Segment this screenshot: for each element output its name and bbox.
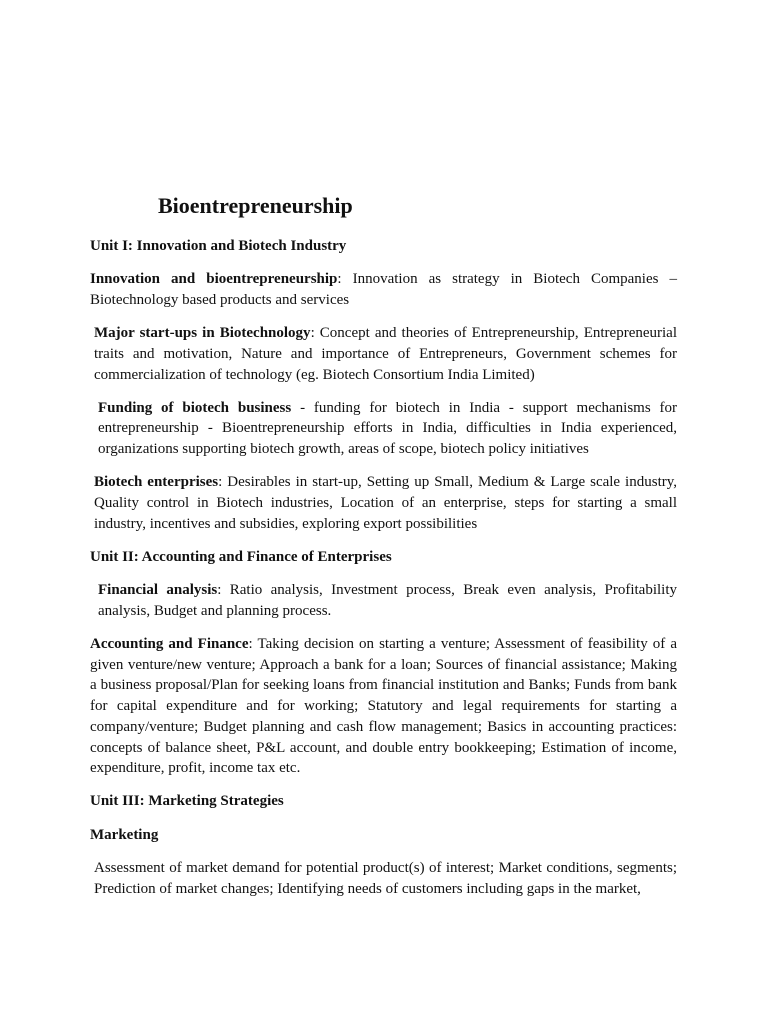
unit1-p1-text: : Innovation as strategy in Biotech Companies – Biotechnology based products and services — [90, 271, 677, 308]
unit1-p4-text: : Desirables in start-up, Setting up Small, Medium & Large scale industry, Quality control in Biotech industries, Location of an enterprise, steps for starting a small industry, incentives and subsidies, exploring export possibilities — [94, 474, 678, 532]
unit1-paragraph-1 — [90, 269, 677, 310]
unit1-paragraph-2 — [90, 323, 677, 385]
unit1-paragraph-3 — [90, 398, 677, 460]
unit1-p2-term: Major start-ups in Biotechnology — [94, 325, 311, 342]
unit1-paragraph-4 — [90, 472, 677, 534]
unit3-heading: Unit III: Marketing Strategies — [90, 793, 284, 810]
unit3-p1-text: Assessment of market demand for potential product(s) of interest; Market conditions, segments; Prediction of market changes; Identifying needs of customers including gaps in the market, — [94, 859, 677, 897]
unit2-paragraph-2 — [90, 634, 677, 779]
document-body — [90, 236, 677, 912]
unit1-p1-term: Innovation and bioentrepreneurship — [90, 271, 338, 288]
unit1-p2-text: : Concept and theories of Entrepreneurship, Entrepreneurial traits and motivation, Nature and importance of Entrepreneurs, Government schemes for commercialization of technology (eg. Biotech Consortium India Limited) — [94, 325, 678, 383]
unit2-heading: Unit II: Accounting and Finance of Enterprises — [90, 548, 392, 565]
document-title: Bioentrepreneurship — [158, 193, 353, 218]
unit1-heading: Unit I: Innovation and Biotech Industry — [90, 238, 347, 254]
unit2-p1-term: Financial analysis — [98, 582, 218, 599]
unit2-p2-text: : Taking decision on starting a venture; Assessment of feasibility of a given venture/new venture; Approach a bank for a loan; Sources of financial assistance; Making a business proposal/Plan for seeking loans from financial institution and Banks; Funds from bank for capital expenditure and for working; Statutory and legal requirements for starting a company/venture; Budget planning and cash flow management; Basics in accounting practices: concepts of balance sheet, P&L account, and double entry bookkeeping; Estimation of income, expenditure, profit, income tax etc. — [90, 636, 677, 777]
unit1-p4-term: Biotech enterprises — [94, 474, 219, 491]
unit1-p3-text: - funding for biotech in India - support mechanisms for entrepreneurship - Bioentrepreneurship efforts in India, difficulties in India experienced, organizations supporting biotech growth, areas of scope, biotech policy initiatives — [98, 399, 677, 458]
unit1-p3-term: Funding of biotech business — [98, 399, 292, 416]
unit3-paragraph-1 — [90, 858, 677, 899]
unit2-paragraph-1 — [90, 580, 677, 621]
unit2-p2-term: Accounting and Finance — [90, 636, 249, 653]
unit3-subheading: Marketing — [90, 826, 159, 843]
unit2-p1-text: : Ratio analysis, Investment process, Break even analysis, Profitability analysis, Budget and planning process. — [98, 582, 678, 619]
